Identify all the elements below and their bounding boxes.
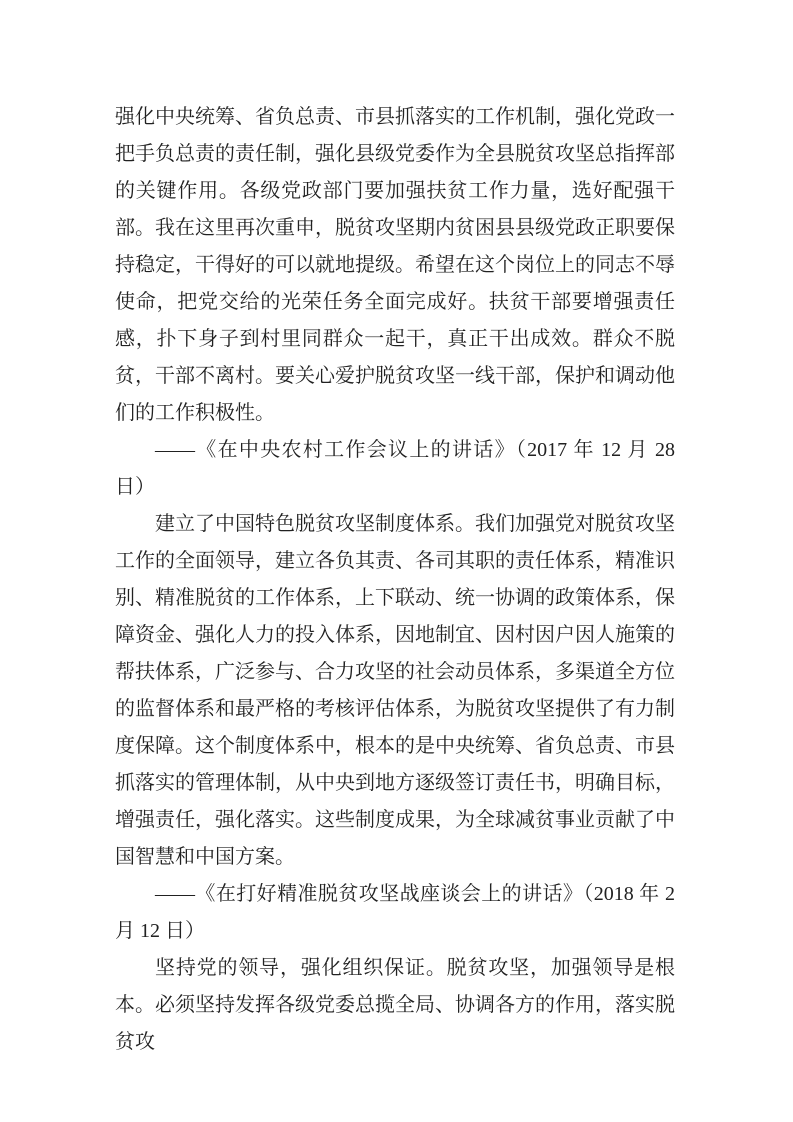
paragraph-body-3: 坚持党的领导，强化组织保证。脱贫攻坚，加强领导是根本。必须坚持发挥各级党委总揽全局、协调各方的作用，落实脱贫攻 (115, 957, 675, 1053)
document-text-block (115, 99, 675, 1061)
paragraph-body-1: 强化中央统筹、省负总责、市县抓落实的工作机制，强化党政一把手负总责的责任制，强化县级党委作为全县脱贫攻坚总指挥部的关键作用。各级党政部门要加强扶贫工作力量，选好配强干部。我在这里再次重申，脱贫攻坚期内贫困县县级党政正职要保持稳定，干得好的可以就地提级。希望在这个岗位上的同志不辱使命，把党交给的光荣任务全面完成好。扶贫干部要增强责任感，扑下身子到村里同群众一起干，真正干出成效。群众不脱贫，干部不离村。要关心爱护脱贫攻坚一线干部，保护和调动他们的工作积极性。 (115, 106, 675, 424)
paragraph-body-2: 建立了中国特色脱贫攻坚制度体系。我们加强党对脱贫攻坚工作的全面领导，建立各负其责、各司其职的责任体系，精准识别、精准脱贫的工作体系，上下联动、统一协调的政策体系，保障资金、强化人力的投入体系，因地制宜、因村因户因人施策的帮扶体系，广泛参与、合力攻坚的社会动员体系，多渠道全方位的监督体系和最严格的考核评估体系，为脱贫攻坚提供了有力制度保障。这个制度体系中，根本的是中央统筹、省负总责、市县抓落实的管理体制，从中央到地方逐级签订责任书，明确目标，增强责任，强化落实。这些制度成果，为全球减贫事业贡献了中国智慧和中国方案。 (115, 513, 675, 868)
paragraph-citation-2: ——《在打好精准脱贫攻坚战座谈会上的讲话》（2018 年 2 月 12 日） (115, 883, 675, 942)
paragraph-citation-1: ——《在中央农村工作会议上的讲话》（2017 年 12 月 28 日） (115, 439, 675, 498)
